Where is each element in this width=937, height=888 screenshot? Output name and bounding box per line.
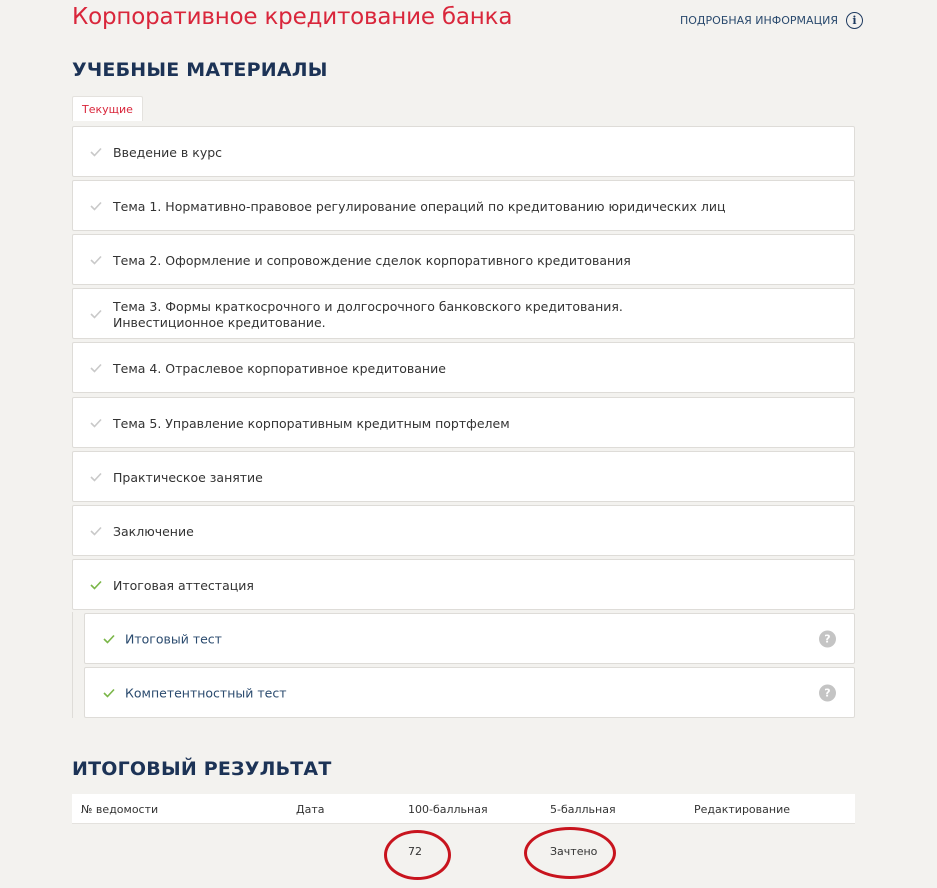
check-icon — [89, 307, 103, 321]
material-item-label: Заключение — [113, 524, 194, 539]
column-header-edit: Редактирование — [694, 803, 790, 816]
column-header-number: № ведомости — [81, 803, 159, 816]
material-item-topic-4[interactable] — [72, 342, 855, 393]
sublist-divider — [72, 612, 73, 718]
subitem-label: Компетентностный тест — [125, 685, 287, 700]
details-link-label: ПОДРОБНАЯ ИНФОРМАЦИЯ — [680, 14, 838, 27]
subitem-label: Итоговый тест — [125, 631, 222, 646]
subitem-competency-test[interactable] — [84, 667, 855, 718]
tab-current[interactable]: Текущие — [72, 96, 143, 121]
column-header-score100: 100-балльная — [408, 803, 488, 816]
material-item-label: Тема 2. Оформление и сопровождение сделок корпоративного кредитования — [113, 253, 631, 268]
material-item-practice[interactable] — [72, 451, 855, 502]
result-table-header — [72, 794, 855, 824]
material-item-label: Тема 5. Управление корпоративным кредитным портфелем — [113, 416, 510, 431]
result-heading: ИТОГОВЫЙ РЕЗУЛЬТАТ — [72, 758, 332, 780]
cell-score5: Зачтено — [550, 845, 598, 858]
material-item-final-attestation[interactable] — [72, 559, 855, 610]
details-link[interactable] — [680, 12, 863, 29]
help-icon[interactable]: ? — [819, 684, 836, 701]
result-table-row — [72, 825, 855, 880]
check-icon — [89, 199, 103, 213]
help-icon[interactable]: ? — [819, 630, 836, 647]
cell-score100: 72 — [408, 845, 422, 858]
material-item-label: Итоговая аттестация — [113, 578, 254, 593]
material-item-conclusion[interactable] — [72, 505, 855, 556]
check-icon — [89, 145, 103, 159]
material-item-label: Тема 4. Отраслевое корпоративное кредитование — [113, 361, 446, 376]
column-header-date: Дата — [296, 803, 325, 816]
highlight-circle-score5 — [524, 827, 616, 879]
check-icon — [89, 578, 103, 592]
highlight-circle-score100 — [384, 830, 451, 880]
material-item-label: Введение в курс — [113, 145, 223, 160]
info-icon[interactable]: i — [846, 12, 863, 29]
check-icon — [102, 632, 116, 646]
column-header-score5: 5-балльная — [550, 803, 616, 816]
check-icon — [89, 361, 103, 375]
material-item-label: Практическое занятие — [113, 470, 263, 485]
material-item-label: Тема 1. Нормативно-правовое регулирование операций по кредитованию юридических лиц — [113, 199, 726, 214]
material-item-label: Тема 3. Формы краткосрочного и долгосрочного банковского кредитования. Инвестиционное кредитование. — [113, 299, 623, 330]
check-icon — [89, 416, 103, 430]
material-item-topic-3[interactable] — [72, 288, 855, 339]
materials-heading: УЧЕБНЫЕ МАТЕРИАЛЫ — [72, 59, 328, 81]
material-item-topic-5[interactable] — [72, 397, 855, 448]
material-item-topic-1[interactable] — [72, 180, 855, 231]
check-icon — [102, 686, 116, 700]
check-icon — [89, 253, 103, 267]
page-title: Корпоративное кредитование банка — [72, 4, 513, 30]
material-item-topic-2[interactable] — [72, 234, 855, 285]
material-item-intro[interactable] — [72, 126, 855, 177]
subitem-final-test[interactable] — [84, 613, 855, 664]
check-icon — [89, 470, 103, 484]
check-icon — [89, 524, 103, 538]
